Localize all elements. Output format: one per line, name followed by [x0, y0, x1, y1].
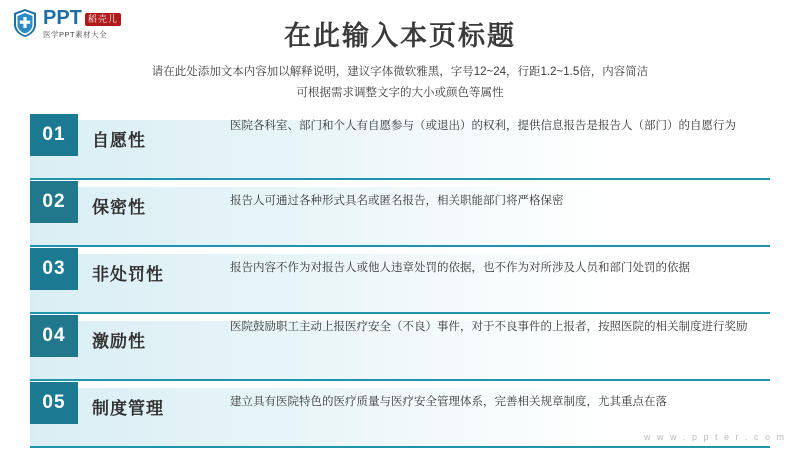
- subtitle-line-1: 请在此处添加文本内容加以解释说明，建议字体微软雅黑，字号12~24，行距1.2~1.5倍，内容简洁: [151, 66, 649, 78]
- row-description: 建立具有医院特色的医疗质量与医疗安全管理体系，完善相关规章制度，尤其重点在落: [230, 396, 667, 408]
- content-list: [30, 120, 770, 455]
- logo-brand: PPT: [43, 7, 82, 29]
- row-number-badge: 05: [30, 382, 78, 424]
- row-label: 非处罚性: [92, 264, 164, 284]
- row-number-badge: 02: [30, 181, 78, 223]
- list-item: [30, 254, 770, 312]
- page-title: 在此输入本页标题: [284, 21, 516, 51]
- row-number-badge: 03: [30, 248, 78, 290]
- row-number-badge: 04: [30, 315, 78, 357]
- row-description: 报告人可通过各种形式具名或匿名报告，相关职能部门将严格保密: [230, 195, 564, 207]
- row-number-badge: 01: [30, 114, 78, 156]
- watermark: w w w . p p t e r . c o m: [643, 432, 786, 442]
- logo-tagline: 医学PPT素材大全: [43, 30, 108, 39]
- row-label: 制度管理: [92, 398, 164, 418]
- row-description: 医院鼓励职工主动上报医疗安全（不良）事件，对于不良事件的上报者，按照医院的相关制度进行奖励: [230, 321, 748, 333]
- row-description: 报告内容不作为对报告人或他人违章处罚的依据，也不作为对所涉及人员和部门处罚的依据: [230, 262, 690, 274]
- page-subtitle: [0, 62, 800, 105]
- list-item: [30, 120, 770, 178]
- list-item: [30, 187, 770, 245]
- row-label: 自愿性: [92, 130, 146, 150]
- row-description: 医院各科室、部门和个人有自愿参与（或退出）的权利，提供信息报告是报告人（部门）的自愿行为: [230, 120, 736, 132]
- list-item: [30, 321, 770, 379]
- row-label: 激励性: [92, 331, 146, 351]
- row-label: 保密性: [92, 197, 146, 217]
- logo-badge: 稻壳儿: [85, 13, 121, 26]
- subtitle-line-2: 可根据需求调整文字的大小或颜色等属性: [296, 87, 504, 100]
